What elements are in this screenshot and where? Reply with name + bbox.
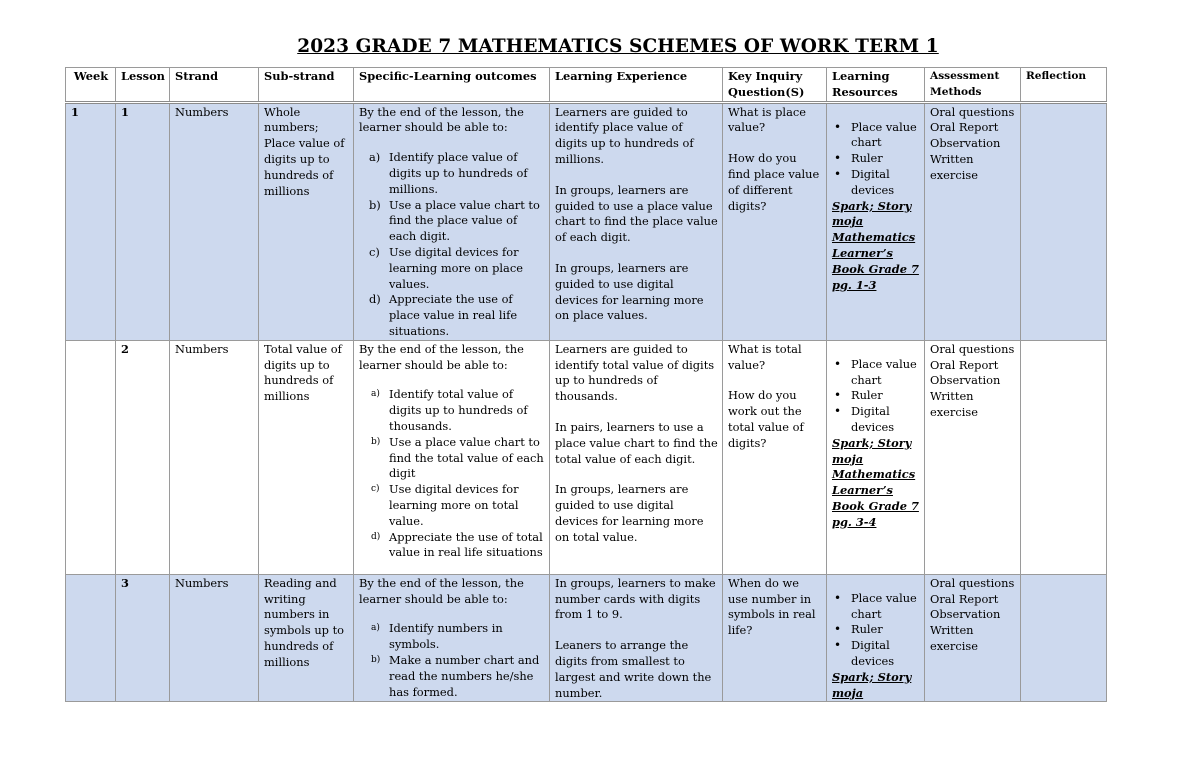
resources-cell (827, 340, 925, 574)
outcome-marker: a) (371, 389, 380, 400)
experience-paragraph: In groups, learners are guided to use a place value chart to find the place value of each digit. (555, 182, 718, 245)
assessment-item: Oral questions (930, 341, 1015, 356)
outcome-item (371, 387, 545, 434)
week-cell (66, 574, 116, 702)
experience-paragraph: Learners are guided to identify place value of digits up to hundreds of millions. (555, 104, 694, 166)
experience-cell (550, 102, 723, 340)
resources-cell (827, 102, 925, 340)
outcome-item (369, 244, 545, 292)
inquiry-question: What is total value? (728, 341, 802, 372)
assessment-item: Oral questions (930, 575, 1015, 590)
inquiry-cell (723, 574, 827, 702)
assessment-item: Observation (930, 136, 1001, 151)
assessment-item: Observation (930, 607, 1001, 622)
resource-item: • Digital devices (834, 166, 895, 197)
outcome-text: Use a place value chart to find the total value of each digit (389, 434, 544, 481)
outcome-item (369, 150, 545, 197)
lesson-cell: 2 (116, 340, 170, 574)
outcomes-intro: By the end of the lesson, the learner should be able to: (359, 341, 524, 372)
reflection-cell (1021, 574, 1107, 702)
week-cell: 1 (66, 102, 116, 340)
outcomes-list (359, 150, 545, 340)
resource-item: • Ruler (834, 622, 883, 637)
resources-list (832, 120, 920, 199)
inquiry-question: How do you find place value of different digits? (728, 151, 820, 213)
bullet-icon: • (834, 388, 842, 403)
outcome-marker: d) (369, 292, 381, 307)
outcome-marker: b) (371, 654, 381, 665)
header-lesson: Lesson (116, 68, 170, 103)
assessment-item: Written exercise (930, 389, 978, 419)
experience-cell (550, 574, 723, 702)
experience-paragraph: Learners are guided to identify total value of digits up to hundreds of thousands. (555, 341, 715, 404)
outcomes-list (359, 621, 545, 700)
outcomes-intro: By the end of the lesson, the learner should be able to: (359, 104, 524, 135)
bullet-icon: • (834, 638, 842, 653)
substrand-cell: Total value of digits up to hundreds of millions (259, 340, 354, 574)
experience-paragraph: Leaners to arrange the digits from smallest to largest and write down the number. (555, 638, 712, 700)
resource-item: • Ruler (834, 388, 883, 403)
outcome-text: Use digital devices for learning more on place values. (389, 244, 523, 291)
assessment-cell (925, 102, 1021, 340)
experience-cell (550, 340, 723, 574)
reflection-cell (1021, 340, 1107, 574)
outcome-marker: b) (369, 197, 381, 212)
header-week: Week (66, 68, 116, 103)
outcome-item (369, 197, 545, 245)
textbook-reference: Spark; Story moja Mathematics Learner’s Book Grade 7 pg. 1-3 (832, 198, 919, 292)
outcome-marker: c) (369, 244, 380, 259)
header-substrand: Sub-strand (259, 68, 354, 103)
outcome-text: Identify place value of digits up to hundreds of millions. (389, 150, 528, 196)
bullet-icon: • (834, 119, 842, 134)
bullet-icon: • (834, 404, 842, 419)
header-assessment: Assessment Methods (925, 68, 1021, 103)
header-resources: Learning Resources (827, 68, 925, 103)
outcome-text: Appreciate the use of place value in real life situations. (389, 292, 518, 338)
page-title: 2023 GRADE 7 MATHEMATICS SCHEMES OF WORK TERM 1 (297, 36, 939, 57)
header-inquiry: Key Inquiry Question(S) (723, 68, 827, 103)
outcome-marker: d) (371, 531, 381, 542)
outcome-item (371, 621, 545, 653)
resource-item: • Place value chart (834, 356, 917, 387)
experience-paragraph: In groups, learners to make number cards with digits from 1 to 9. (555, 575, 716, 622)
lesson-cell: 3 (116, 574, 170, 702)
resource-item: • Ruler (834, 151, 883, 166)
textbook-reference: Spark; Story moja (832, 669, 912, 700)
substrand-cell: Reading and writing numbers in symbols up to hundreds of millions (259, 574, 354, 702)
table-header-row (66, 68, 1107, 103)
outcome-item (371, 529, 545, 562)
outcome-text: Make a number chart and read the numbers he/she has formed. (389, 652, 540, 699)
outcomes-intro: By the end of the lesson, the learner should be able to: (359, 575, 524, 606)
outcomes-cell (354, 574, 550, 702)
resource-item: • Digital devices (834, 638, 895, 668)
table-row (66, 574, 1107, 702)
bullet-icon: • (834, 151, 842, 166)
resources-list (832, 357, 920, 436)
outcome-text: Identify numbers in symbols. (389, 621, 503, 652)
inquiry-question: How do you work out the total value of digits? (728, 388, 804, 450)
outcome-text: Use digital devices for learning more on total value. (389, 482, 519, 528)
assessment-item: Oral Report (930, 120, 999, 135)
assessment-cell (925, 574, 1021, 702)
outcome-text: Appreciate the use of total value in real life situations (389, 529, 543, 560)
assessment-item: Written exercise (930, 623, 978, 653)
experience-paragraph: In groups, learners are guided to use digital devices for learning more on place values. (555, 260, 704, 323)
outcome-text: Use a place value chart to find the place value of each digit. (389, 197, 540, 244)
bullet-icon: • (834, 622, 842, 637)
header-strand: Strand (170, 68, 259, 103)
week-cell (66, 340, 116, 574)
experience-paragraph: In pairs, learners to use a place value chart to find the total value of each digit. (555, 419, 718, 466)
textbook-reference: Spark; Story moja Mathematics Learner’s Book Grade 7 pg. 3-4 (832, 435, 919, 529)
table-row (66, 102, 1107, 340)
strand-cell: Numbers (170, 102, 259, 340)
resources-cell (827, 574, 925, 702)
substrand-cell: Whole numbers; Place value of digits up to hundreds of millions (259, 102, 354, 340)
assessment-cell (925, 340, 1021, 574)
outcome-item (371, 434, 545, 482)
outcome-marker: a) (371, 623, 380, 634)
outcome-item (369, 292, 545, 339)
header-experience: Learning Experience (550, 68, 723, 103)
outcomes-list (359, 387, 545, 561)
resource-item: • Place value chart (834, 590, 917, 621)
strand-cell: Numbers (170, 574, 259, 702)
lesson-cell: 1 (116, 102, 170, 340)
outcome-marker: b) (371, 436, 381, 447)
inquiry-question: When do we use number in symbols in real life? (728, 575, 816, 638)
table-row (66, 340, 1107, 574)
bullet-icon: • (834, 356, 842, 371)
outcome-item (371, 482, 545, 529)
resource-item: • Place value chart (834, 119, 917, 150)
assessment-item: Observation (930, 373, 1001, 388)
reflection-cell (1021, 102, 1107, 340)
inquiry-cell (723, 102, 827, 340)
inquiry-question: What is place value? (728, 104, 806, 135)
assessment-item: Written exercise (930, 151, 978, 182)
assessment-item: Oral questions (930, 104, 1015, 119)
assessment-item: Oral Report (930, 591, 999, 606)
outcomes-cell (354, 102, 550, 340)
strand-cell: Numbers (170, 340, 259, 574)
outcome-text: Identify total value of digits up to hundreds of thousands. (389, 387, 528, 433)
header-reflection: Reflection (1021, 68, 1107, 103)
outcome-marker: c) (371, 484, 380, 495)
outcome-marker: a) (369, 150, 381, 165)
resource-item: • Digital devices (834, 404, 895, 434)
outcome-item (371, 652, 545, 700)
assessment-item: Oral Report (930, 357, 999, 372)
inquiry-cell (723, 340, 827, 574)
resources-list (832, 591, 920, 670)
header-outcomes: Specific-Learning outcomes (354, 68, 550, 103)
bullet-icon: • (834, 590, 842, 605)
schemes-of-work-table (65, 67, 1107, 702)
bullet-icon: • (834, 166, 842, 181)
experience-paragraph: In groups, learners are guided to use digital devices for learning more on total value. (555, 482, 704, 544)
outcomes-cell (354, 340, 550, 574)
